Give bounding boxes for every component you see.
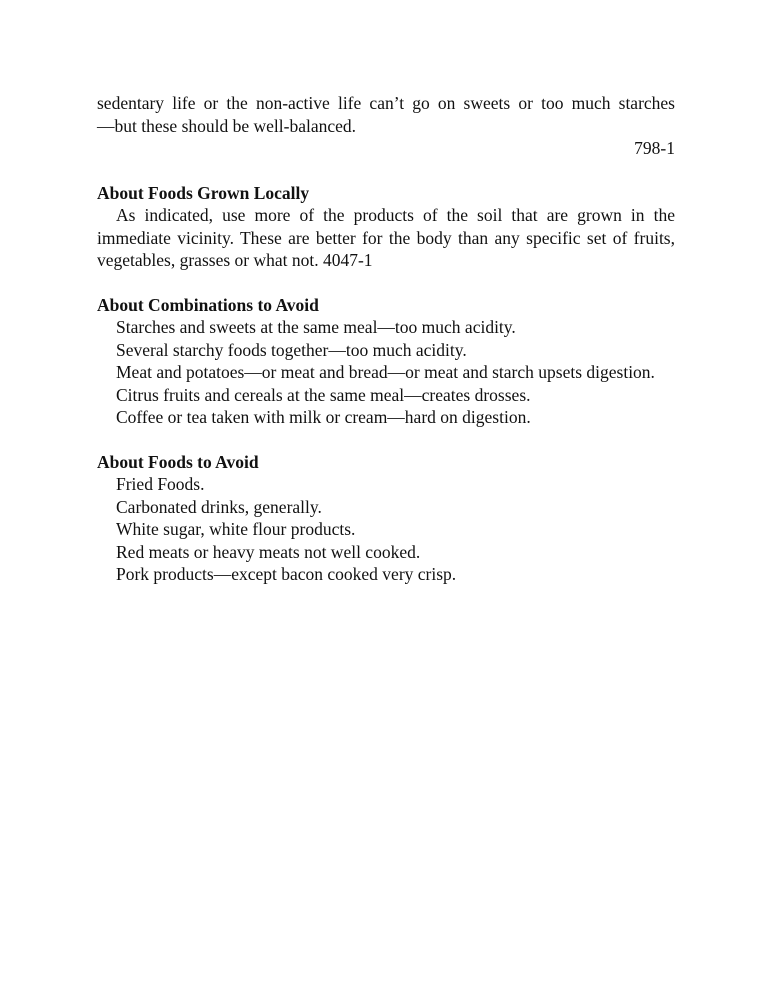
list-item: Carbonated drinks, generally. (116, 496, 322, 517)
section-foods-grown-locally (97, 182, 675, 272)
list-item: Several starchy foods together—too much acidity. (116, 339, 467, 360)
page-content (97, 92, 675, 586)
list-item: Meat and potatoes—or meat and bread—or meat and starch upsets digestion. (116, 362, 655, 382)
intro-line-2: —but these should be well-balanced. (97, 115, 357, 136)
reference-number: 798-1 (634, 138, 675, 158)
list-item: White sugar, white flour products. (116, 519, 356, 539)
section-combinations-to-avoid (97, 294, 675, 429)
section-heading: About Foods to Avoid (97, 451, 259, 472)
list-item: Coffee or tea taken with milk or cream—hard on digestion. (116, 407, 531, 427)
intro-line-1: sedentary life or the non-active life can’t go on sweets or too much starches (97, 93, 675, 113)
section-foods-to-avoid (97, 451, 675, 586)
list-item: Citrus fruits and cereals at the same meal—creates drosses. (116, 384, 531, 405)
section-heading: About Combinations to Avoid (97, 294, 319, 315)
list-item: Red meats or heavy meats not well cooked. (116, 541, 421, 562)
list-item: Starches and sweets at the same meal—too much acidity. (116, 317, 516, 337)
section-heading: About Foods Grown Locally (97, 182, 310, 203)
list-item: Pork products—except bacon cooked very crisp. (116, 564, 457, 584)
section-paragraph: As indicated, use more of the products of the soil that are grown in the immediate vicinity. These are better for the body than any specific set of fruits, vegetables, grasses or what not. 4047-1 (97, 205, 675, 270)
list-item: Fried Foods. (116, 474, 205, 494)
